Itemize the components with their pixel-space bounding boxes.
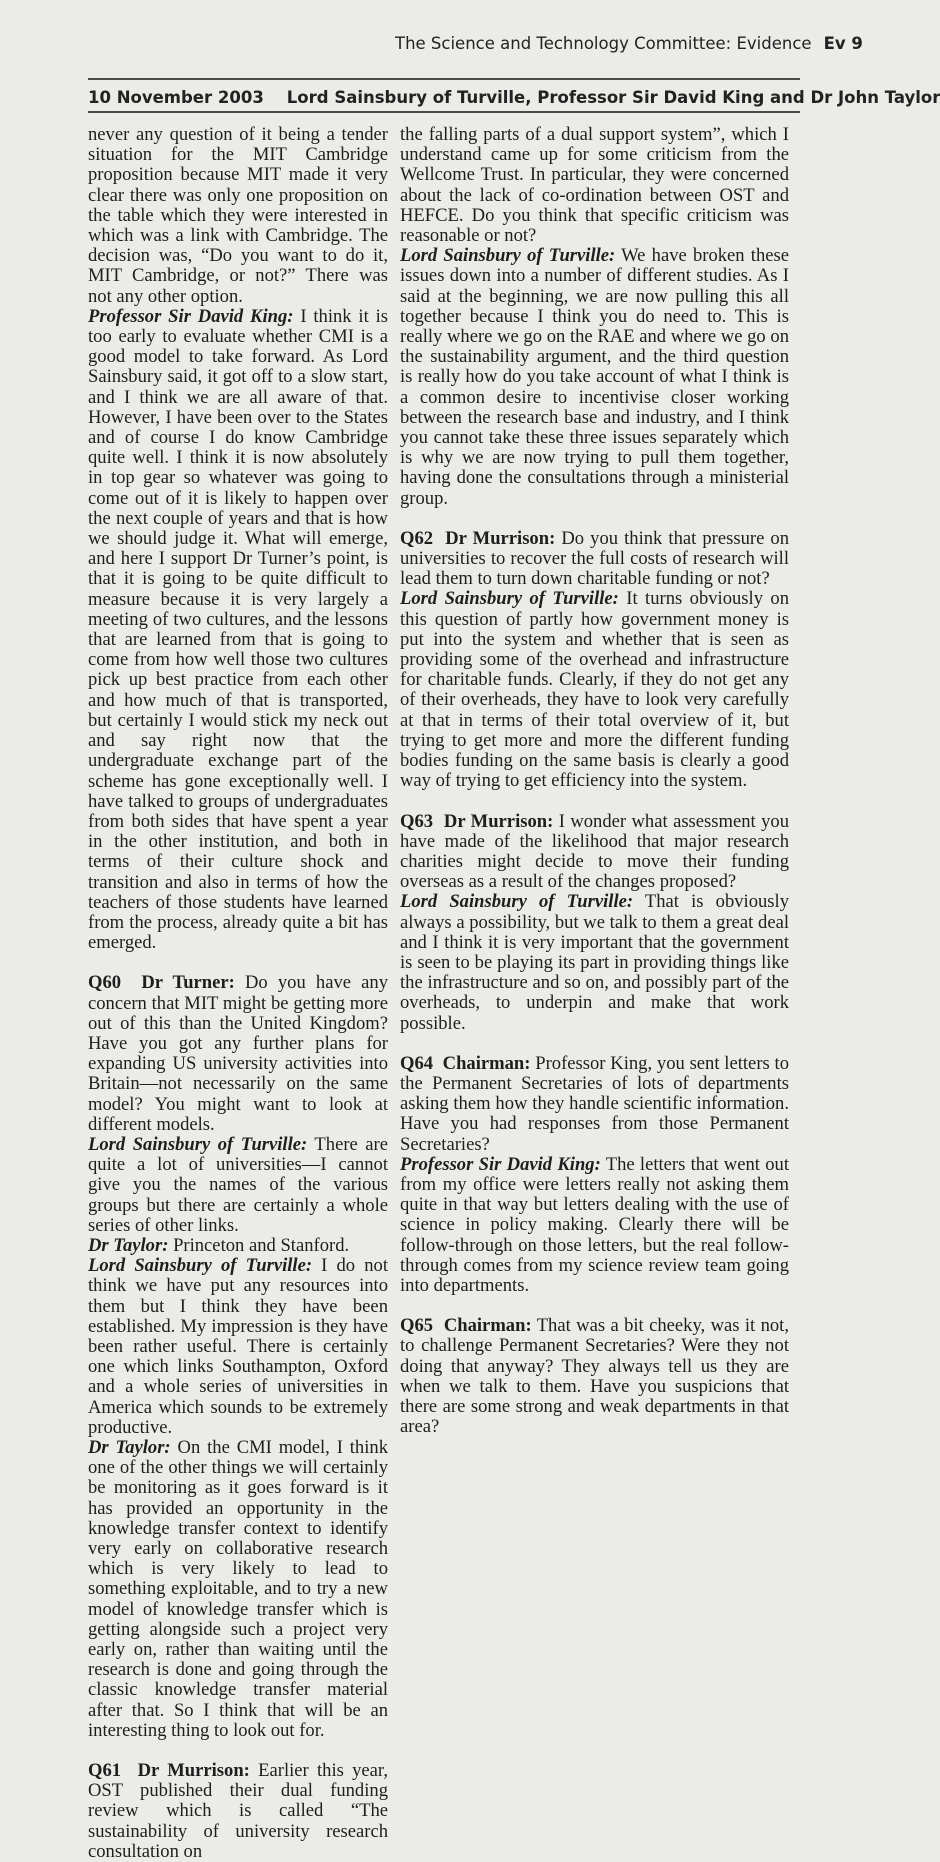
question-number: Q60: [88, 972, 122, 994]
paragraph: [400, 529, 789, 590]
paragraph: [88, 1135, 388, 1236]
paragraph: [88, 973, 388, 1135]
paragraph-text: The letters that went out from my office were letters really not asking them quite in that way but letters dealing with the use of science in policy making. Clearly there will be follow-through on those letters, but the real follow-through comes from my science review team going into departments.: [400, 1153, 789, 1296]
speaker-name: Lord Sainsbury of Turville:: [400, 245, 616, 267]
paragraph-text: Do you have any concern that MIT might be getting more out of this than the United Kingdom? Have you got any further plans for expanding US university activities into Britain—not necessarily on the same model? You might want to look at different models.: [88, 972, 388, 1135]
speaker-name: Lord Sainsbury of Turville:: [88, 1133, 308, 1155]
speaker-name: Chairman:: [442, 1052, 531, 1074]
paragraph-text: We have broken these issues down into a number of different studies. As I said at the beginning, we are now pulling this all together because I think you do need to. This is really where we go on the RAE and where we go on the sustainability argument, and the third question is really how do you take account of what I think is a common desire to incentivise closer working between the research base and industry, and I think you cannot take these three issues separately which is why we are now trying to pull them together, having done the consultations through a ministerial group.: [400, 245, 789, 509]
paragraph-text: I do not think we have put any resources into them but I think they have been established. My impression is they have been rather useful. There is certainly one which links Southampton, Oxford and a whole series of universities in America which sounds to be extremely productive.: [88, 1255, 388, 1438]
speaker-name: Lord Sainsbury of Turville:: [400, 588, 619, 610]
paragraph-text: Earlier this year, OST published their dual funding review which is called “The sustainability of university research consultation on: [88, 1760, 389, 1862]
running-title: The Science and Technology Committee: Evidence: [395, 34, 812, 53]
paragraph-text: Princeton and Stanford.: [173, 1234, 350, 1256]
question-number: Q61: [88, 1760, 122, 1782]
right-column: [400, 125, 789, 1437]
paragraph: [88, 1438, 388, 1741]
speaker-name: Lord Sainsbury of Turville:: [88, 1255, 313, 1277]
paragraph: [400, 1316, 789, 1437]
speaker-name: Dr Taylor:: [88, 1437, 171, 1458]
paragraph-text: That was a bit cheeky, was it not, to challenge Permanent Secretaries? Were they not doing that anyway? They always tell us they are when we talk to them. Have you suspicions that there are some strong and weak departments in that area?: [400, 1315, 789, 1438]
paragraph: [400, 589, 789, 791]
paragraph: [400, 125, 789, 246]
paragraph-text: On the CMI model, I think one of the other things we will certainly be monitoring as it goes forward is it has provided an opportunity in the knowledge transfer context to identify very early on collaborative research which is very likely to lead to something exploitable, and to try a new model of knowledge transfer which is getting alongside such a project very early on, rather than waiting until the research is done and going through the classic knowledge transfer material after that. So I think that will be an interesting thing to look out for.: [88, 1437, 388, 1741]
paragraph-text: Do you think that pressure on universities to recover the full costs of research will lead them to turn down charitable funding or not?: [400, 527, 790, 590]
paragraph: [400, 892, 789, 1033]
paragraph: [400, 1155, 789, 1296]
paragraph: [88, 1236, 388, 1256]
speaker-name: Chairman:: [443, 1315, 532, 1337]
question-number: Q65: [400, 1315, 434, 1337]
speaker-name: Dr Taylor:: [88, 1234, 169, 1256]
speaker-name: Dr Murrison:: [445, 527, 556, 549]
paragraph-text: never any question of it being a tender situation for the MIT Cambridge proposition because MIT made it very clear there was only one proposition on the table which they were interested in which was a link with Cambridge. The decision was, “Do you want to do it, MIT Cambridge, or not?” There was not any other option.: [88, 124, 388, 307]
paragraph: [88, 1256, 388, 1438]
paragraph: [400, 1054, 789, 1155]
paragraph: [88, 307, 388, 954]
session-heading: 10 November 2003 Lord Sainsbury of Turville, Professor Sir David King and Dr John Taylor: [88, 88, 940, 107]
paragraph-text: It turns obviously on this question of partly how government money is put into the system and whether that is seen as providing some of the overhead and infrastructure for charitable funds. Clearly, if they do not get any of their overheads, they have to look very carefully at that in terms of their total overview of it, but trying to get more and more the different funding bodies funding on the same basis is clearly a good way of trying to get efficiency into the system.: [400, 588, 789, 792]
paragraph: [88, 1761, 388, 1862]
question-number: Q62: [400, 527, 434, 549]
speaker-name: Dr Murrison:: [137, 1760, 250, 1782]
paragraph-text: I think it is too early to evaluate whether CMI is a good model to take forward. As Lord Sainsbury said, it got off to a slow start, and I think we are all aware of that. However, I have been over to the States and of course I do know Cambridge quite well. I think it is now absolutely in top gear so whatever was going to come out of it is likely to happen over the next couple of years and that is how we should judge it. What will emerge, and here I support Dr Turner’s point, is that it is going to be quite difficult to measure because it is very largely a meeting of two cultures, and the lessons that are learned from that is going to come from how well those two cultures pick up best practice from each other and how much of that is transported, but certainly I would stick my neck out and say right now that the undergraduate exchange part of the scheme has gone exceptionally well. I have talked to groups of undergraduates from both sides that have spent a year in the other institution, and both in terms of their culture shock and transition and also in terms of how the teachers of those students have learned from the process, already quite a bit has emerged.: [88, 305, 389, 954]
left-column: [88, 125, 388, 1862]
speaker-name: Lord Sainsbury of Turville:: [400, 891, 634, 913]
question-number: Q63: [400, 810, 434, 832]
paragraph-text: Professor King, you sent letters to the Permanent Secretaries of lots of departments asking them how they handle scientific information. Have you had responses from those Permanent Secretaries?: [400, 1052, 789, 1155]
running-head: [395, 34, 863, 53]
top-rule: [88, 78, 800, 80]
paragraph: [400, 246, 789, 509]
paragraph-text: There are quite a lot of universities—I cannot give you the names of the various groups but there are certainly a whole series of other links.: [88, 1133, 389, 1236]
paragraph: [400, 812, 789, 893]
speaker-name: Dr Turner:: [141, 972, 235, 994]
speaker-name: Professor Sir David King:: [400, 1153, 601, 1175]
page-number: Ev 9: [823, 34, 863, 53]
speaker-name: Professor Sir David King:: [88, 305, 294, 327]
bottom-rule: [88, 111, 800, 113]
paragraph-text: the falling parts of a dual support system”, which I understand came up for some criticism from the Wellcome Trust. In particular, they were concerned about the lack of co-ordination between OST and HEFCE. Do you think that specific criticism was reasonable or not?: [400, 124, 789, 247]
question-number: Q64: [400, 1052, 434, 1074]
paragraph-text: That is obviously always a possibility, but we talk to them a great deal and I think it is very important that the government is seen to be playing its part in providing things like the infrastructure and so on, and possibly part of the overheads, to underpin and make that work possible.: [400, 891, 789, 1034]
paragraph-text: I wonder what assessment you have made of the likelihood that major research charities might decide to move their funding overseas as a result of the changes proposed?: [400, 810, 789, 893]
paragraph: [88, 125, 388, 307]
speaker-name: Dr Murrison:: [443, 810, 554, 832]
